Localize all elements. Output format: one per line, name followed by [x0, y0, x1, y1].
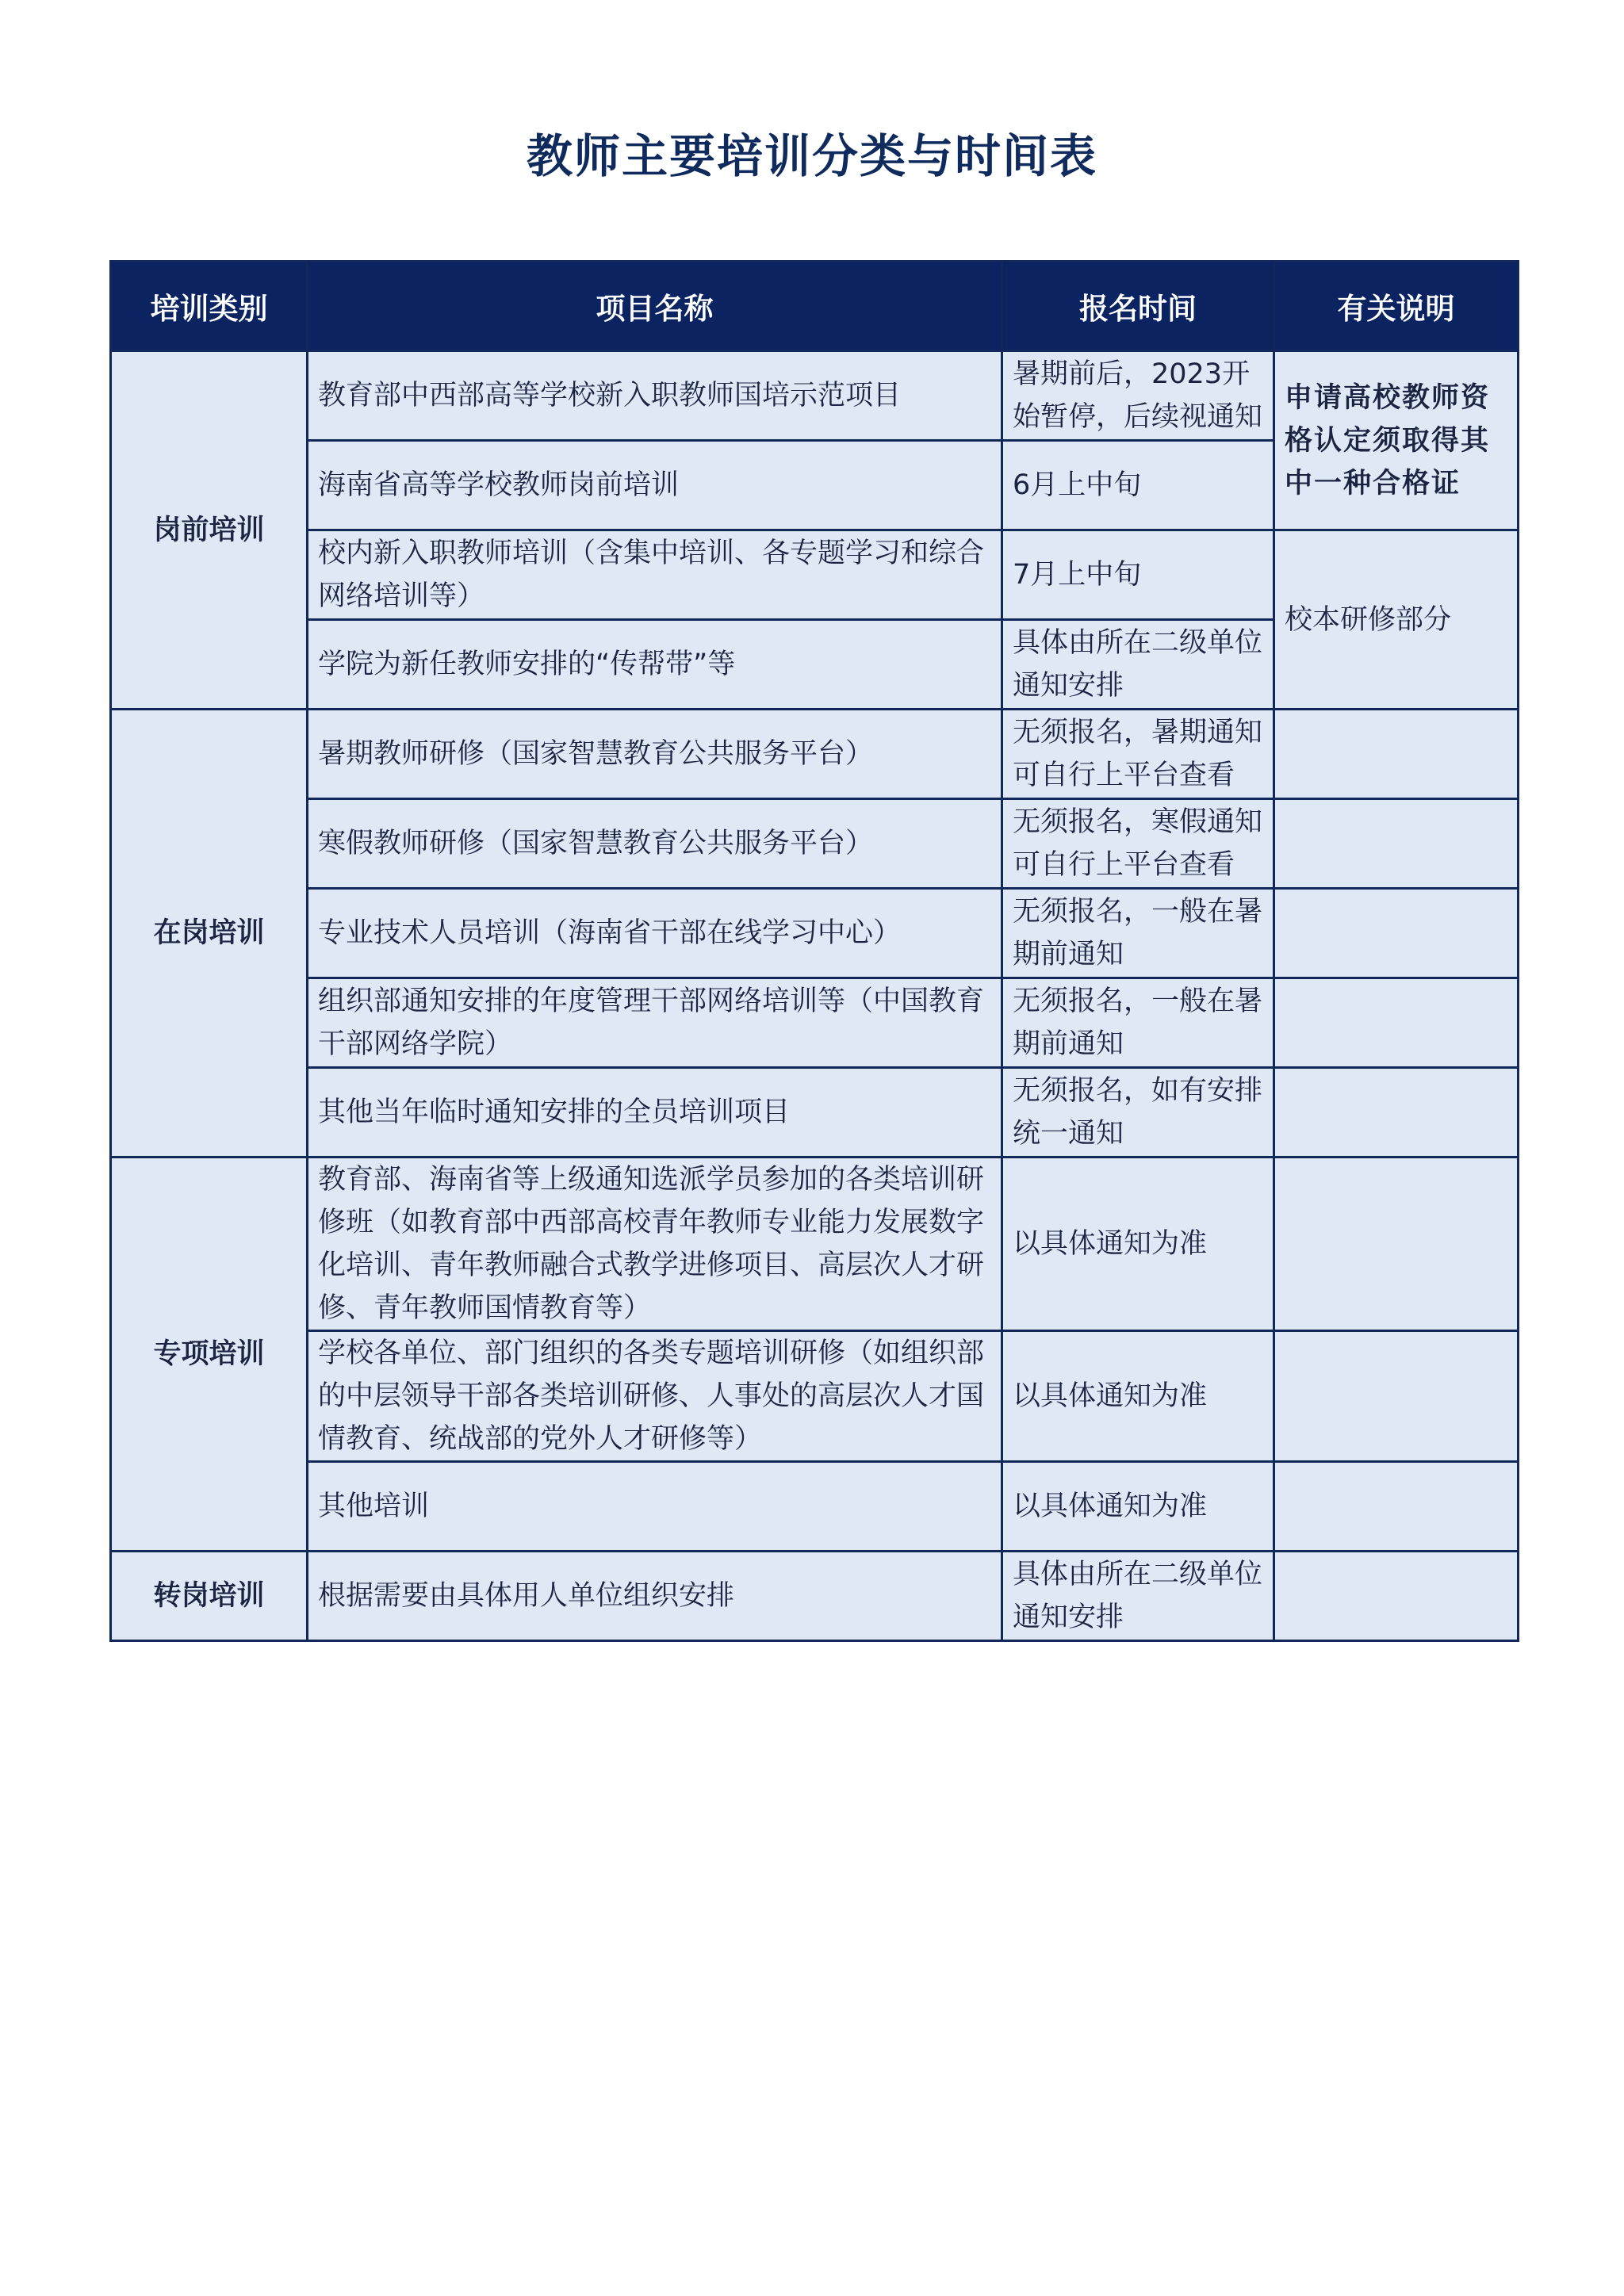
- header-notes: 有关说明: [1274, 262, 1519, 351]
- signup-time: 以具体通知为准: [1002, 1462, 1274, 1552]
- signup-time: 无须报名，一般在暑期前通知: [1002, 978, 1274, 1068]
- project-name: 教育部、海南省等上级通知选派学员参加的各类培训研修班（如教育部中西部高校青年教师专业能力发展数字化培训、青年教师融合式教学进修项目、高层次人才研修、青年教师国情教育等）: [308, 1158, 1002, 1331]
- signup-time: 7月上中旬: [1002, 530, 1274, 620]
- table-row: [111, 1068, 1519, 1158]
- note-empty: [1274, 710, 1519, 799]
- header-project-name: 项目名称: [308, 262, 1002, 351]
- table-row: [111, 530, 1519, 620]
- table-row: [111, 351, 1519, 441]
- note-empty: [1274, 1462, 1519, 1552]
- note-empty: [1274, 1552, 1519, 1641]
- signup-time: 无须报名，一般在暑期前通知: [1002, 889, 1274, 978]
- note-empty: [1274, 1158, 1519, 1331]
- table-row: [111, 1158, 1519, 1331]
- project-name: 学院为新任教师安排的“传帮带”等: [308, 620, 1002, 710]
- signup-time: 无须报名，暑期通知可自行上平台查看: [1002, 710, 1274, 799]
- project-name: 校内新入职教师培训（含集中培训、各专题学习和综合网络培训等）: [308, 530, 1002, 620]
- header-signup-time: 报名时间: [1002, 262, 1274, 351]
- table-row: [111, 1552, 1519, 1641]
- category-transfer: 转岗培训: [111, 1552, 308, 1641]
- signup-time: 6月上中旬: [1002, 441, 1274, 530]
- note-empty: [1274, 1068, 1519, 1158]
- table-row: [111, 978, 1519, 1068]
- note-empty: [1274, 889, 1519, 978]
- project-name: 寒假教师研修（国家智慧教育公共服务平台）: [308, 799, 1002, 889]
- signup-time: 以具体通知为准: [1002, 1158, 1274, 1331]
- project-name: 根据需要由具体用人单位组织安排: [308, 1552, 1002, 1641]
- note-empty: [1274, 799, 1519, 889]
- project-name: 其他当年临时通知安排的全员培训项目: [308, 1068, 1002, 1158]
- project-name: 学校各单位、部门组织的各类专题培训研修（如组织部的中层领导干部各类培训研修、人事处的高层次人才国情教育、统战部的党外人才研修等）: [308, 1331, 1002, 1462]
- project-name: 组织部通知安排的年度管理干部网络培训等（中国教育干部网络学院）: [308, 978, 1002, 1068]
- project-name: 专业技术人员培训（海南省干部在线学习中心）: [308, 889, 1002, 978]
- project-name: 暑期教师研修（国家智慧教育公共服务平台）: [308, 710, 1002, 799]
- signup-time: 以具体通知为准: [1002, 1331, 1274, 1462]
- note-empty: [1274, 978, 1519, 1068]
- table-row: [111, 799, 1519, 889]
- note-qualification: 申请高校教师资格认定须取得其中一种合格证: [1274, 351, 1519, 530]
- table-row: [111, 889, 1519, 978]
- table-row: [111, 710, 1519, 799]
- signup-time: 具体由所在二级单位通知安排: [1002, 1552, 1274, 1641]
- signup-time: 无须报名，寒假通知可自行上平台查看: [1002, 799, 1274, 889]
- signup-time: 暑期前后，2023开始暂停，后续视通知: [1002, 351, 1274, 441]
- table-header-row: [111, 262, 1519, 351]
- table-row: [111, 1462, 1519, 1552]
- note-empty: [1274, 1331, 1519, 1462]
- page-title: 教师主要培训分类与时间表: [526, 129, 1097, 183]
- note-school-research: 校本研修部分: [1274, 530, 1519, 710]
- category-pre-job: 岗前培训: [111, 351, 308, 710]
- table-row: [111, 1331, 1519, 1462]
- category-on-job: 在岗培训: [111, 710, 308, 1158]
- project-name: 其他培训: [308, 1462, 1002, 1552]
- training-schedule-table: [109, 260, 1519, 1642]
- project-name: 教育部中西部高等学校新入职教师国培示范项目: [308, 351, 1002, 441]
- signup-time: 具体由所在二级单位通知安排: [1002, 620, 1274, 710]
- signup-time: 无须报名，如有安排统一通知: [1002, 1068, 1274, 1158]
- category-special: 专项培训: [111, 1158, 308, 1552]
- header-category: 培训类别: [111, 262, 308, 351]
- project-name: 海南省高等学校教师岗前培训: [308, 441, 1002, 530]
